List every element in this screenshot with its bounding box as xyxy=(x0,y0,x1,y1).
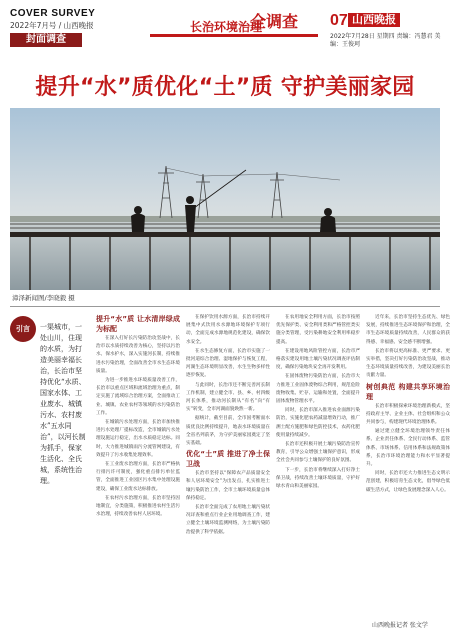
paragraph: 据统计，截至目前，全市国考断面水质优良比例持续提升，地表水环境质量在全省名列前茅，为守护美丽家园奠定了坚实基础。 xyxy=(186,416,270,447)
page-number: 07 xyxy=(330,12,348,29)
paragraph: 在农用地安全利用方面，长治市按照优先保护类、安全利用类和严格管控类实施分类管理，受污染耕地安全利用率稳步提高。 xyxy=(276,315,360,345)
text-column-4 xyxy=(366,314,450,614)
intro-tag: 引言 xyxy=(10,316,36,342)
photo-caption: 漳泽新闻图/李晓毅 摄 xyxy=(12,294,75,302)
paragraph: 近年来，长治市坚持生态优先、绿色发展，持续推进生态环境保护和治理，全市生态环境质量持续改善，人民群众的获得感、幸福感、安全感不断增强。 xyxy=(366,315,450,345)
paragraph: 同时，长治市深入推进农业面源污染防治，实施化肥农药减量增效行动，推广测土配方施肥和绿色防控技术，农药化肥使用量持续减少。 xyxy=(276,408,360,438)
headline: 提升“水”质优化“土”质 守护美丽家园 xyxy=(35,75,415,100)
intro-text: 一渠城市，一处山川，住现的水质，为打造美丽幸福长治，长治市坚持优化“水质、国家水体、工业废水、城镇污水、农村废水”五水同治”，以河长制为抓手，保家生活化、全氏城，系统性治理。 xyxy=(40,323,86,485)
paragraph: 为进一步推进水环境质量改善工作，长治市以重点区域和流域治理为重点，制定实施了流域综合治理方案，全面推动工业、城镇、农业农村等领域的水污染防治工作。 xyxy=(96,378,180,416)
paragraph: 通过建立健全环境治理领导责任体系、企业责任体系、全民行动体系、监管体系、市场体系、信用体系和法规政策体系，长治市环境治理能力和水平显著提升。 xyxy=(366,429,450,468)
page-info xyxy=(330,10,442,49)
paragraph: 长治市将以更高标准、更严要求、更实举措，坚决打好污染防治攻坚战，推动生态环境质量持续改善，为建设美丽长治贡献力量。 xyxy=(366,348,450,379)
photo-divider xyxy=(10,306,440,307)
section-heading-soil: 优化“土”质 推进了净土保卫战 xyxy=(186,450,270,469)
column-prefix: 长治环境治理 xyxy=(190,20,263,34)
text-column-1 xyxy=(96,314,180,620)
page-meta: 2022年7月28日 星期四 责编：冯慧君 美编：王俊珂 xyxy=(330,33,441,48)
paper-name: 山西晚报 xyxy=(348,13,400,27)
section-tag: 封面调查 xyxy=(10,33,82,47)
paragraph: 在农村污水治理方面，长治市坚持因地制宜，分类施策，积极推进农村生活污水治理，持续改善农村人居环境。 xyxy=(96,495,180,518)
paragraph: 在固体废物污染防治方面，长治市大力推进工业固体废物综合利用，规范危险废物收集、贮存、运输和处置，全面提升固体废物管理水平。 xyxy=(276,374,360,405)
paragraph: 长治市还积极开展土壤污染防治宣传教育，引导公众增强土壤保护意识，形成全社会共同参与土壤保护的良好氛围。 xyxy=(276,442,360,464)
lake-photo xyxy=(10,108,440,290)
reporter-byline: 山西晚报记者 张文学 xyxy=(372,622,428,629)
paragraph: 下一步，长治市将继续深入打好净土保卫战，持续改善土壤环境质量，守护好绿水青山和美丽家园。 xyxy=(276,467,360,490)
paragraph: 长治市积极探索环境治理新模式，坚持政府主导、企业主体、社会组织和公众共同参与，构建现代环境治理体系。 xyxy=(366,403,450,426)
section-heading-water: 提升“水”质 让水清岸绿成为标配 xyxy=(96,315,180,333)
text-column-3 xyxy=(276,314,360,620)
column-title: 全调查 xyxy=(250,12,299,31)
paragraph: 在城镇污水处理方面，长治市加快推进污水处理厂提标改造，全市城镇污水处理设施运行稳定，出水水质稳定达标。同时，大力推进城镇雨污分流管网建设，有效提升了污水收集处理效率。 xyxy=(96,420,180,458)
paragraph: 在保护饮用水源方面，长治市持续开展集中式饮用水水源地环境保护专项行动，全面完成水源地规范化建设，确保饮水安全。 xyxy=(186,315,270,345)
paragraph: 在建设用地风险管控方面，长治市严格落实建设用地土壤污染状况调查评估制度，确保污染地块安全再开发利用。 xyxy=(276,348,360,371)
cover-survey-block xyxy=(10,8,120,31)
paragraph: 在工业废水治理方面，长治市严格执行排污许可制度，强化重点排污单位监管，全面推进工业园区污水集中处理设施建设，确保工业废水达标排放。 xyxy=(96,462,180,492)
header-divider xyxy=(150,34,318,37)
paragraph: 长治市坚持以“保障农产品质量安全和人居环境安全”为出发点，扎实推进土壤污染防治工作，全市土壤环境质量总体保持稳定。 xyxy=(186,471,270,501)
section-heading-governance: 树创典范 构建共享环境治理 xyxy=(366,382,450,401)
page-header xyxy=(0,0,450,50)
paragraph: 在水生态修复方面，长治市实施了一批河道综合治理、湿地保护与恢复工程，河湖生态环境明显改善，水生生物多样性逐步恢复。 xyxy=(186,348,270,379)
paragraph: 与此同时，长治市还不断完善河长制工作机制，建立健全市、县、乡、村四级河长体系，推动河长制从“有名”向“有实”转变，全市河湖面貌焕然一新。 xyxy=(186,382,270,413)
issue-date: 2022年7月号 / 山西晚报 xyxy=(10,21,94,30)
paragraph: 长治市全面完成了农用地土壤污染状况详查和重点行业企业用地调查工作，建立健全土壤环境监测网络，为土壤污染防治提供了科学依据。 xyxy=(186,505,270,535)
paragraph: 在深入打好长污染防治攻坚战中，长治市以水质持续改善为核心，坚持以污治水、保水护水，深入实施河长制，持续推进水污染治理，全面改善全市水生态环境质量。 xyxy=(96,336,180,374)
text-column-2 xyxy=(186,314,270,620)
lake-photo-image xyxy=(10,108,440,290)
cover-survey-label: COVER SURVEY xyxy=(10,8,96,19)
paragraph: 同时，长治市还大力推进生态文明示范创建，积极培育生态文化，倡导绿色低碳生活方式，让绿色发展理念深入人心。 xyxy=(366,471,450,493)
